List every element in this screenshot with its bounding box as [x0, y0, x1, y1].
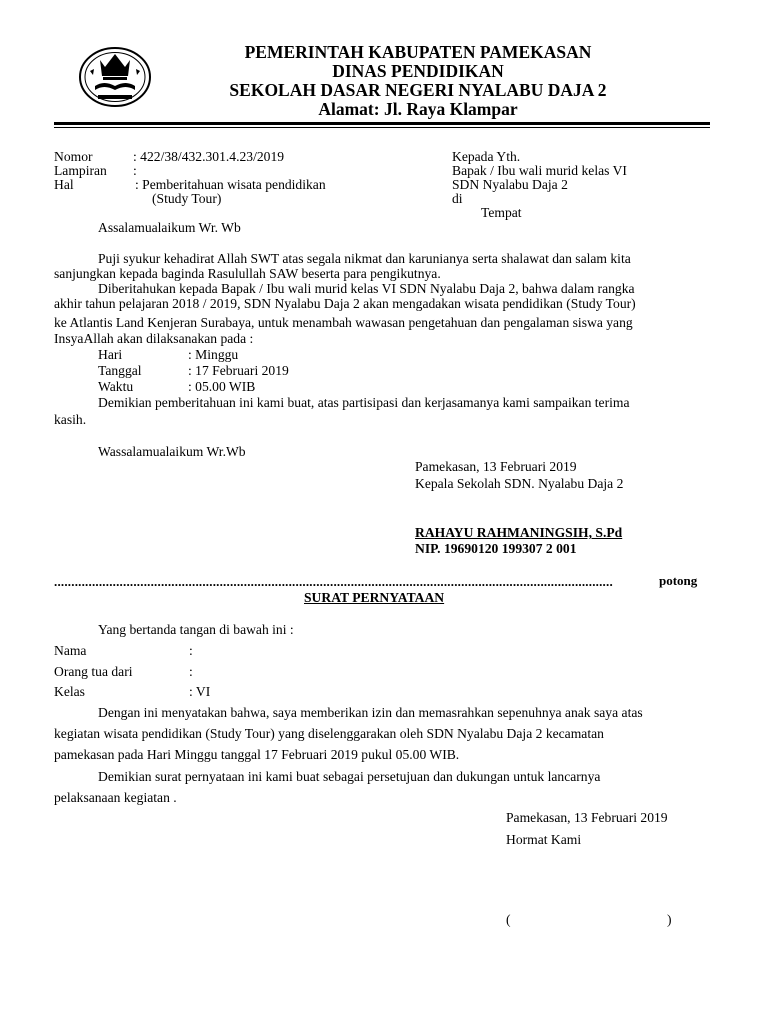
kepada-line-3: SDN Nyalabu Daja 2 — [452, 177, 568, 192]
cut-line-dots: .................................................................................................................................................................. — [54, 574, 613, 589]
pernyataan-p2-line-2: pelaksanaan kegiatan . — [54, 790, 177, 805]
cut-line-label: potong — [659, 573, 698, 588]
body-p1-line-2: sanjungkan kepada baginda Rasulullah SAW beserta para pengikutnya. — [54, 266, 441, 281]
kepada-line-5: Tempat — [481, 205, 522, 220]
tanggal-value: : 17 Februari 2019 — [188, 363, 289, 378]
ttd-place-date: Pamekasan, 13 Februari 2019 — [415, 459, 577, 474]
pernyataan-p1-line-3: pamekasan pada Hari Minggu tanggal 17 Februari 2019 pukul 05.00 WIB. — [54, 747, 460, 762]
pernyataan-title: SURAT PERNYATAAN — [304, 590, 445, 605]
nomor-value: : 422/38/432.301.4.23/2019 — [133, 149, 285, 164]
kelas-label: Kelas — [54, 684, 85, 699]
waktu-value: : 05.00 WIB — [188, 379, 256, 394]
pernyataan-place-date: Pamekasan, 13 Februari 2019 — [506, 810, 668, 825]
pernyataan-closing: Hormat Kami — [506, 832, 582, 847]
kop-address: Alamat: Jl. Raya Klampar — [318, 99, 518, 119]
body-p2-line-4: InsyaAllah akan dilaksanakan pada : — [54, 331, 254, 346]
kepada-line-4: di — [452, 191, 463, 206]
body-p2-line-1: Diberitahukan kepada Bapak / Ibu wali murid kelas VI SDN Nyalabu Daja 2, bahwa dalam rangka — [98, 281, 635, 296]
hari-label: Hari — [98, 347, 123, 362]
body-p1-line-1: Puji syukur kehadirat Allah SWT atas segala nikmat dan karunianya serta shalawat dan salam kita — [98, 251, 631, 266]
hal-value: : Pemberitahuan wisata pendidikan — [135, 177, 326, 192]
lampiran-value: : — [133, 163, 137, 178]
ttd-name: RAHAYU RAHMANINGSIH, S.Pd — [415, 525, 623, 540]
ortu-label: Orang tua dari — [54, 664, 133, 679]
ttd-position: Kepala Sekolah SDN. Nyalabu Daja 2 — [415, 476, 624, 491]
kepada-line-1: Kepada Yth. — [452, 149, 521, 164]
pernyataan-intro: Yang bertanda tangan di bawah ini : — [98, 622, 294, 637]
header-rule-thick — [54, 122, 710, 125]
penutup: Wassalamualaikum Wr.Wb — [98, 444, 246, 459]
ttd-nip: NIP. 19690120 199307 2 001 — [415, 541, 577, 556]
signature-paren-open: ( — [506, 912, 511, 927]
hari-value: : Minggu — [188, 347, 239, 362]
tanggal-label: Tanggal — [98, 363, 142, 378]
body-p2-line-2: akhir tahun pelajaran 2018 / 2019, SDN Nyalabu Daja 2 akan mengadakan wisata pendidikan (Study Tour) — [54, 296, 636, 311]
kop-line-1: PEMERINTAH KABUPATEN PAMEKASAN — [244, 42, 592, 62]
body-p2-line-3: ke Atlantis Land Kenjeran Surabaya, untuk menambah wawasan pengetahuan dan pengalaman siswa yang — [54, 315, 633, 330]
kop-line-2: DINAS PENDIDIKAN — [332, 61, 504, 81]
waktu-label: Waktu — [98, 379, 134, 394]
ortu-value: : — [189, 664, 193, 679]
pernyataan-p1-line-1: Dengan ini menyatakan bahwa, saya memberikan izin dan memasrahkan sepenuhnya anak saya atas — [98, 705, 643, 720]
nomor-label: Nomor — [54, 149, 93, 164]
lampiran-label: Lampiran — [54, 163, 107, 178]
hal-value-cont: (Study Tour) — [152, 191, 222, 206]
body-p3-line-2: kasih. — [54, 412, 87, 427]
signature-paren-close: ) — [667, 912, 672, 927]
kelas-value: : VI — [189, 684, 211, 699]
header-rule-thin — [54, 127, 710, 128]
nama-value: : — [189, 643, 193, 658]
kepada-line-2: Bapak / Ibu wali murid kelas VI — [452, 163, 627, 178]
body-p3-line-1: Demikian pemberitahuan ini kami buat, atas partisipasi dan kerjasamanya kami sampaikan terima — [98, 395, 630, 410]
salam: Assalamualaikum Wr. Wb — [98, 220, 241, 235]
pernyataan-p2-line-1: Demikian surat pernyataan ini kami buat sebagai persetujuan dan dukungan untuk lancarnya — [98, 769, 601, 784]
hal-label: Hal — [54, 177, 74, 192]
pernyataan-p1-line-2: kegiatan wisata pendidikan (Study Tour) yang diselenggarakan oleh SDN Nyalabu Daja 2 kecamatan — [54, 726, 604, 741]
kop-line-3: SEKOLAH DASAR NEGERI NYALABU DAJA 2 — [229, 80, 607, 100]
nama-label: Nama — [54, 643, 87, 658]
